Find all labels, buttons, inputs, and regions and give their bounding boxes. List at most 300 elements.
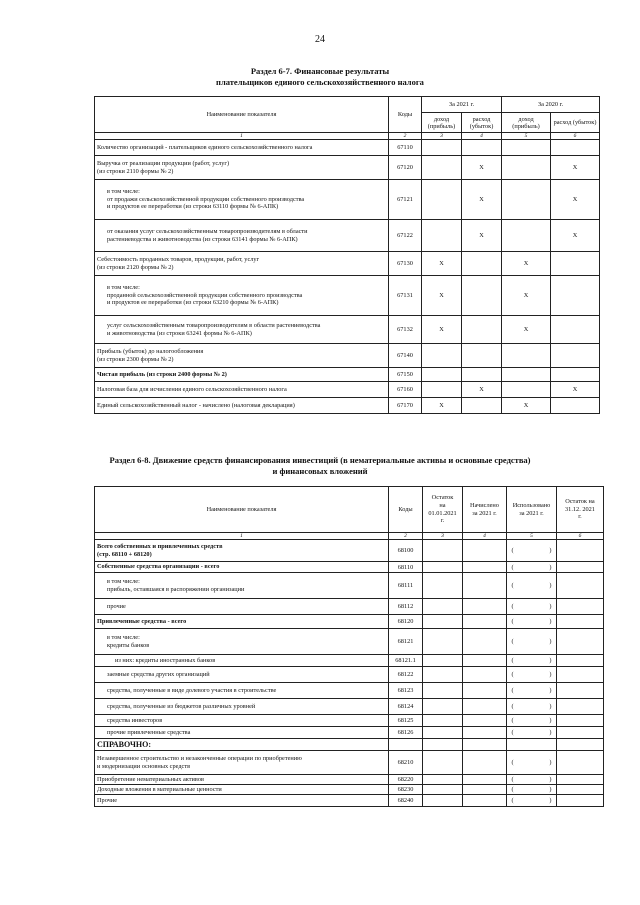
row-label: прибыль, оставшаяся в распоряжении организации	[107, 585, 245, 593]
cell-value	[422, 368, 462, 382]
row-label: и животноводства (из строки 63241 формы № 6-АПК)	[107, 329, 252, 337]
row-code: 67131	[389, 276, 422, 316]
close-paren: )	[549, 618, 552, 625]
close-paren: )	[549, 582, 552, 589]
used-value-cell	[507, 795, 557, 807]
row-code: 68240	[389, 795, 423, 807]
column-number: 5	[502, 133, 551, 140]
cell-value	[557, 715, 604, 727]
used-value-cell	[507, 562, 557, 573]
open-paren: (	[511, 657, 514, 664]
cell-value	[507, 739, 557, 751]
close-paren: )	[549, 603, 552, 610]
row-name	[95, 615, 389, 629]
cell-value	[502, 220, 551, 252]
open-paren: (	[511, 687, 514, 694]
cell-value	[423, 615, 463, 629]
cell-value	[551, 368, 600, 382]
row-name	[95, 599, 389, 615]
used-value-cell	[507, 599, 557, 615]
row-code: 67140	[389, 344, 422, 368]
open-paren: (	[511, 671, 514, 678]
used-value-cell	[507, 699, 557, 715]
table-row	[95, 727, 604, 739]
row-code: 67121	[389, 180, 422, 220]
row-name	[95, 316, 389, 344]
cell-value: X	[422, 398, 462, 414]
row-code: 68100	[389, 540, 423, 562]
column-number: 2	[389, 133, 422, 140]
row-label: в том числе:	[107, 284, 140, 292]
cell-value	[462, 316, 502, 344]
used-value-cell	[507, 655, 557, 667]
cell-value	[551, 344, 600, 368]
row-code: 68120	[389, 615, 423, 629]
cell-value	[423, 573, 463, 599]
cell-value	[557, 727, 604, 739]
header-year-2021: За 2021 г.	[422, 97, 502, 113]
header-balance-start: Остаток на 01.01.2021 г.	[423, 487, 463, 533]
cell-value	[463, 667, 507, 683]
row-label: от продажи сельскохозяйственной продукции собственного производства	[107, 195, 305, 203]
financial-results-table	[94, 96, 600, 414]
cell-value: X	[551, 220, 600, 252]
row-name	[95, 795, 389, 807]
row-name	[95, 562, 389, 573]
open-paren: (	[511, 547, 514, 554]
row-name	[95, 276, 389, 316]
row-label: в том числе:	[107, 188, 140, 196]
table-row	[95, 655, 604, 667]
row-label: из них: кредиты иностранных банков	[115, 656, 216, 664]
row-name	[95, 382, 389, 398]
cell-value	[463, 715, 507, 727]
used-value-cell	[507, 727, 557, 739]
cell-value	[423, 715, 463, 727]
row-name	[95, 156, 389, 180]
row-name	[95, 573, 389, 599]
cell-value	[502, 344, 551, 368]
row-label: Чистая прибыль (из строки 2400 формы № 2)	[97, 370, 227, 378]
row-name	[95, 180, 389, 220]
used-value-cell	[507, 785, 557, 795]
row-name	[95, 252, 389, 276]
cell-value	[463, 785, 507, 795]
column-number: 4	[462, 133, 502, 140]
row-code: 68123	[389, 683, 423, 699]
table-row	[95, 629, 604, 655]
column-number: 3	[422, 133, 462, 140]
table-row	[95, 667, 604, 683]
cell-value	[463, 775, 507, 785]
row-code: 68124	[389, 699, 423, 715]
column-number: 1	[95, 533, 389, 540]
open-paren: (	[511, 563, 514, 571]
row-label: средства инвесторов	[107, 716, 163, 724]
row-name	[95, 683, 389, 699]
row-name	[95, 699, 389, 715]
header-income-2020: доход (прибыль)	[502, 113, 551, 133]
open-paren: (	[511, 786, 514, 793]
row-label: Себестоимость проданных товаров, продукции, работ, услуг	[97, 255, 260, 263]
open-paren: (	[511, 582, 514, 589]
section-6-7-title: Раздел 6-7. Финансовые результаты	[250, 66, 390, 76]
row-label: проданной сельскохозяйственной продукции собственного производства	[107, 291, 303, 299]
row-label: и продуктов ее переработки (из строки 63210 формы № 6-АПК)	[107, 299, 279, 307]
cell-value	[551, 276, 600, 316]
cell-value	[557, 683, 604, 699]
header-expense-2021: расход (убыток)	[462, 113, 502, 133]
open-paren: (	[511, 618, 514, 625]
cell-value	[557, 615, 604, 629]
row-code: 67170	[389, 398, 422, 414]
cell-value	[422, 140, 462, 156]
cell-value	[557, 775, 604, 785]
cell-value	[462, 276, 502, 316]
used-value-cell	[507, 540, 557, 562]
table-row	[95, 252, 600, 276]
row-name	[95, 140, 389, 156]
table-row	[95, 615, 604, 629]
cell-value	[463, 540, 507, 562]
column-number: 6	[551, 133, 600, 140]
column-number: 3	[423, 533, 463, 540]
table-row	[95, 220, 600, 252]
used-value-cell	[507, 667, 557, 683]
cell-value	[502, 156, 551, 180]
close-paren: )	[549, 729, 552, 736]
table-row	[95, 344, 600, 368]
row-label: в том числе:	[107, 633, 140, 641]
row-label: Привлеченные средства - всего	[97, 617, 187, 625]
used-value-cell	[507, 683, 557, 699]
close-paren: )	[549, 717, 552, 724]
row-label: прочие	[107, 602, 126, 610]
close-paren: )	[549, 797, 552, 804]
cell-value	[463, 615, 507, 629]
cell-value	[423, 699, 463, 715]
table-row	[95, 573, 604, 599]
cell-value	[463, 699, 507, 715]
table-row	[95, 751, 604, 775]
cell-value	[423, 785, 463, 795]
cell-value	[502, 382, 551, 398]
cell-value	[557, 667, 604, 683]
cell-value	[423, 562, 463, 573]
cell-value: X	[422, 252, 462, 276]
cell-value	[422, 180, 462, 220]
cell-value	[462, 398, 502, 414]
row-label: (стр. 68110 + 68120)	[97, 550, 152, 558]
cell-value: X	[462, 220, 502, 252]
row-label: (из строки 2110 формы № 2)	[97, 167, 174, 175]
row-code: 67110	[389, 140, 422, 156]
cell-value	[463, 727, 507, 739]
row-label: Доходные вложения в материальные ценности	[97, 785, 222, 793]
row-code: 67150	[389, 368, 422, 382]
row-code: 67130	[389, 252, 422, 276]
cell-value	[557, 751, 604, 775]
row-label: средства, полученные в виде долевого участия в строительстве	[107, 686, 277, 694]
table-row	[95, 540, 604, 562]
table-row	[95, 599, 604, 615]
cell-value	[463, 573, 507, 599]
cell-value	[557, 795, 604, 807]
row-code: 68122	[389, 667, 423, 683]
used-value-cell	[507, 775, 557, 785]
cell-value: X	[502, 398, 551, 414]
cell-value	[557, 629, 604, 655]
table-row	[95, 785, 604, 795]
row-label: средства, полученные из бюджетов различных уровней	[107, 702, 256, 710]
section-6-8-title: Раздел 6-8. Движение средств финансирования инвестиций (в нематериальные активы и основные средства)	[109, 455, 531, 465]
cell-value	[557, 785, 604, 795]
row-label: Собственные средства организации - всего	[97, 563, 220, 571]
cell-value	[502, 368, 551, 382]
header-code: Коды	[389, 97, 422, 133]
used-value-cell	[507, 715, 557, 727]
open-paren: (	[511, 729, 514, 736]
row-code: 68230	[389, 785, 423, 795]
header-balance-end: Остаток на 31.12. 2021 г.	[557, 487, 604, 533]
cell-value	[557, 599, 604, 615]
row-name	[95, 220, 389, 252]
open-paren: (	[511, 797, 514, 804]
column-number: 6	[557, 533, 604, 540]
cell-value	[557, 562, 604, 573]
cell-value	[422, 220, 462, 252]
close-paren: )	[549, 563, 552, 571]
cell-value	[463, 751, 507, 775]
header-code: Коды	[389, 487, 423, 533]
row-code: 68126	[389, 727, 423, 739]
used-value-cell	[507, 615, 557, 629]
row-label: Приобретение нематериальных активов	[97, 775, 204, 783]
row-label: Количество организаций - плательщиков единого сельскохозяйственного налога	[97, 143, 313, 151]
cell-value: X	[551, 180, 600, 220]
row-label: Выручка от реализации продукции (работ, услуг)	[97, 159, 230, 167]
close-paren: )	[549, 759, 552, 766]
row-label: услуг сельскохозяйственным товаропроизводителям в области растениеводства	[107, 321, 321, 329]
close-paren: )	[549, 703, 552, 710]
table-row	[95, 398, 600, 414]
row-label: (из строки 2300 формы № 2)	[97, 355, 174, 363]
cell-value	[463, 739, 507, 751]
cell-value	[463, 683, 507, 699]
cell-value	[422, 344, 462, 368]
cell-value	[557, 573, 604, 599]
page-number: 24	[315, 34, 325, 45]
cell-value	[502, 140, 551, 156]
row-name	[95, 655, 389, 667]
table-row	[95, 316, 600, 344]
column-number: 4	[463, 533, 507, 540]
cell-value	[423, 751, 463, 775]
cell-value: X	[462, 180, 502, 220]
cell-value	[423, 775, 463, 785]
row-code: 67132	[389, 316, 422, 344]
cell-value	[463, 629, 507, 655]
row-label: и модернизации основных средств	[97, 762, 191, 770]
row-name	[95, 540, 389, 562]
row-label: Всего собственных и привлеченных средств	[97, 542, 223, 550]
used-value-cell	[507, 751, 557, 775]
row-label: Незавершенное строительство и незаконченные операции по приобретению	[97, 754, 302, 762]
header-expense-2020: расход (убыток)	[551, 113, 600, 133]
cell-value	[423, 795, 463, 807]
cell-value	[389, 739, 423, 751]
cell-value	[423, 739, 463, 751]
row-name	[95, 751, 389, 775]
cell-value	[557, 655, 604, 667]
cell-value: X	[422, 316, 462, 344]
row-name	[95, 368, 389, 382]
row-code: 67120	[389, 156, 422, 180]
row-code: 68125	[389, 715, 423, 727]
table-row	[95, 276, 600, 316]
cell-value	[423, 629, 463, 655]
cell-value	[557, 699, 604, 715]
cell-value	[462, 368, 502, 382]
column-number: 2	[389, 533, 423, 540]
cell-value: X	[551, 382, 600, 398]
cell-value	[462, 252, 502, 276]
table-row	[95, 562, 604, 573]
close-paren: )	[549, 671, 552, 678]
row-code: 67122	[389, 220, 422, 252]
cell-value	[551, 252, 600, 276]
table-row	[95, 368, 600, 382]
open-paren: (	[511, 638, 514, 645]
row-code: 68110	[389, 562, 423, 573]
cell-value	[423, 540, 463, 562]
reference-label: СПРАВОЧНО:	[95, 739, 389, 751]
cell-value: X	[551, 156, 600, 180]
cell-value	[551, 140, 600, 156]
open-paren: (	[511, 759, 514, 766]
cell-value	[551, 398, 600, 414]
row-label: кредиты банков	[107, 641, 150, 649]
row-label: растениеводства и животноводства (из строки 63141 формы № 6-АПК)	[107, 235, 298, 243]
cell-value	[551, 316, 600, 344]
investment-financing-table	[94, 486, 604, 807]
column-number: 1	[95, 133, 389, 140]
header-name: Наименование показателя	[95, 97, 389, 133]
header-used: Использовано за 2021 г.	[507, 487, 557, 533]
row-code: 68121	[389, 629, 423, 655]
row-name	[95, 629, 389, 655]
header-name: Наименование показателя	[95, 487, 389, 533]
row-label: Прибыль (убыток) до налогообложения	[97, 347, 204, 355]
cell-value	[462, 140, 502, 156]
row-label: Налоговая база для исчисления единого сельскохозяйственного налога	[97, 385, 287, 393]
column-number: 5	[507, 533, 557, 540]
table-row	[95, 180, 600, 220]
table-row	[95, 775, 604, 785]
table-row	[95, 156, 600, 180]
open-paren: (	[511, 603, 514, 610]
cell-value	[423, 727, 463, 739]
header-accrued: Начислено за 2021 г.	[463, 487, 507, 533]
cell-value	[423, 667, 463, 683]
row-name	[95, 727, 389, 739]
cell-value	[463, 655, 507, 667]
close-paren: )	[549, 638, 552, 645]
open-paren: (	[511, 776, 514, 783]
header-income-2021: доход (прибыль)	[422, 113, 462, 133]
row-label: заемные средства других организаций	[107, 670, 210, 678]
table-row	[95, 699, 604, 715]
cell-value	[422, 156, 462, 180]
cell-value	[557, 739, 604, 751]
row-name	[95, 667, 389, 683]
close-paren: )	[549, 786, 552, 793]
reference-row	[95, 739, 604, 751]
close-paren: )	[549, 687, 552, 694]
row-name	[95, 715, 389, 727]
cell-value	[463, 562, 507, 573]
row-code: 68210	[389, 751, 423, 775]
used-value-cell	[507, 629, 557, 655]
row-label: в том числе:	[107, 577, 140, 585]
section-6-7-subtitle: плательщиков единого сельскохозяйственного налога	[216, 77, 424, 87]
cell-value: X	[462, 382, 502, 398]
row-code: 68112	[389, 599, 423, 615]
cell-value	[557, 540, 604, 562]
cell-value	[423, 683, 463, 699]
section-6-8-subtitle: и финансовых вложений	[272, 466, 368, 476]
row-label: прочие привлеченные средства	[107, 728, 191, 736]
cell-value: X	[502, 252, 551, 276]
cell-value	[502, 180, 551, 220]
row-code: 68220	[389, 775, 423, 785]
cell-value: X	[502, 316, 551, 344]
row-code: 68121.1	[389, 655, 423, 667]
table-row	[95, 382, 600, 398]
cell-value: X	[422, 276, 462, 316]
table-row	[95, 715, 604, 727]
open-paren: (	[511, 703, 514, 710]
row-label: и продуктов ее переработки (из строки 63110 формы № 6-АПК)	[107, 203, 279, 211]
close-paren: )	[549, 776, 552, 783]
row-label: от оказания услуг сельскохозяйственным товаропроизводителям в области	[107, 227, 308, 235]
cell-value: X	[462, 156, 502, 180]
row-code: 67160	[389, 382, 422, 398]
cell-value	[463, 795, 507, 807]
row-code: 68111	[389, 573, 423, 599]
row-name	[95, 344, 389, 368]
header-year-2020: За 2020 г.	[502, 97, 600, 113]
cell-value	[463, 599, 507, 615]
cell-value	[422, 382, 462, 398]
row-label: Прочие	[97, 796, 118, 804]
open-paren: (	[511, 717, 514, 724]
row-label: Единый сельскохозяйственный налог - начислено (налоговая декларация)	[97, 401, 295, 409]
close-paren: )	[549, 657, 552, 664]
row-label: (из строки 2120 формы № 2)	[97, 263, 174, 271]
used-value-cell	[507, 573, 557, 599]
table-row	[95, 140, 600, 156]
row-name	[95, 785, 389, 795]
row-name	[95, 775, 389, 785]
cell-value	[423, 599, 463, 615]
table-row	[95, 683, 604, 699]
cell-value	[462, 344, 502, 368]
table-row	[95, 795, 604, 807]
cell-value: X	[502, 276, 551, 316]
close-paren: )	[549, 547, 552, 554]
row-name	[95, 398, 389, 414]
